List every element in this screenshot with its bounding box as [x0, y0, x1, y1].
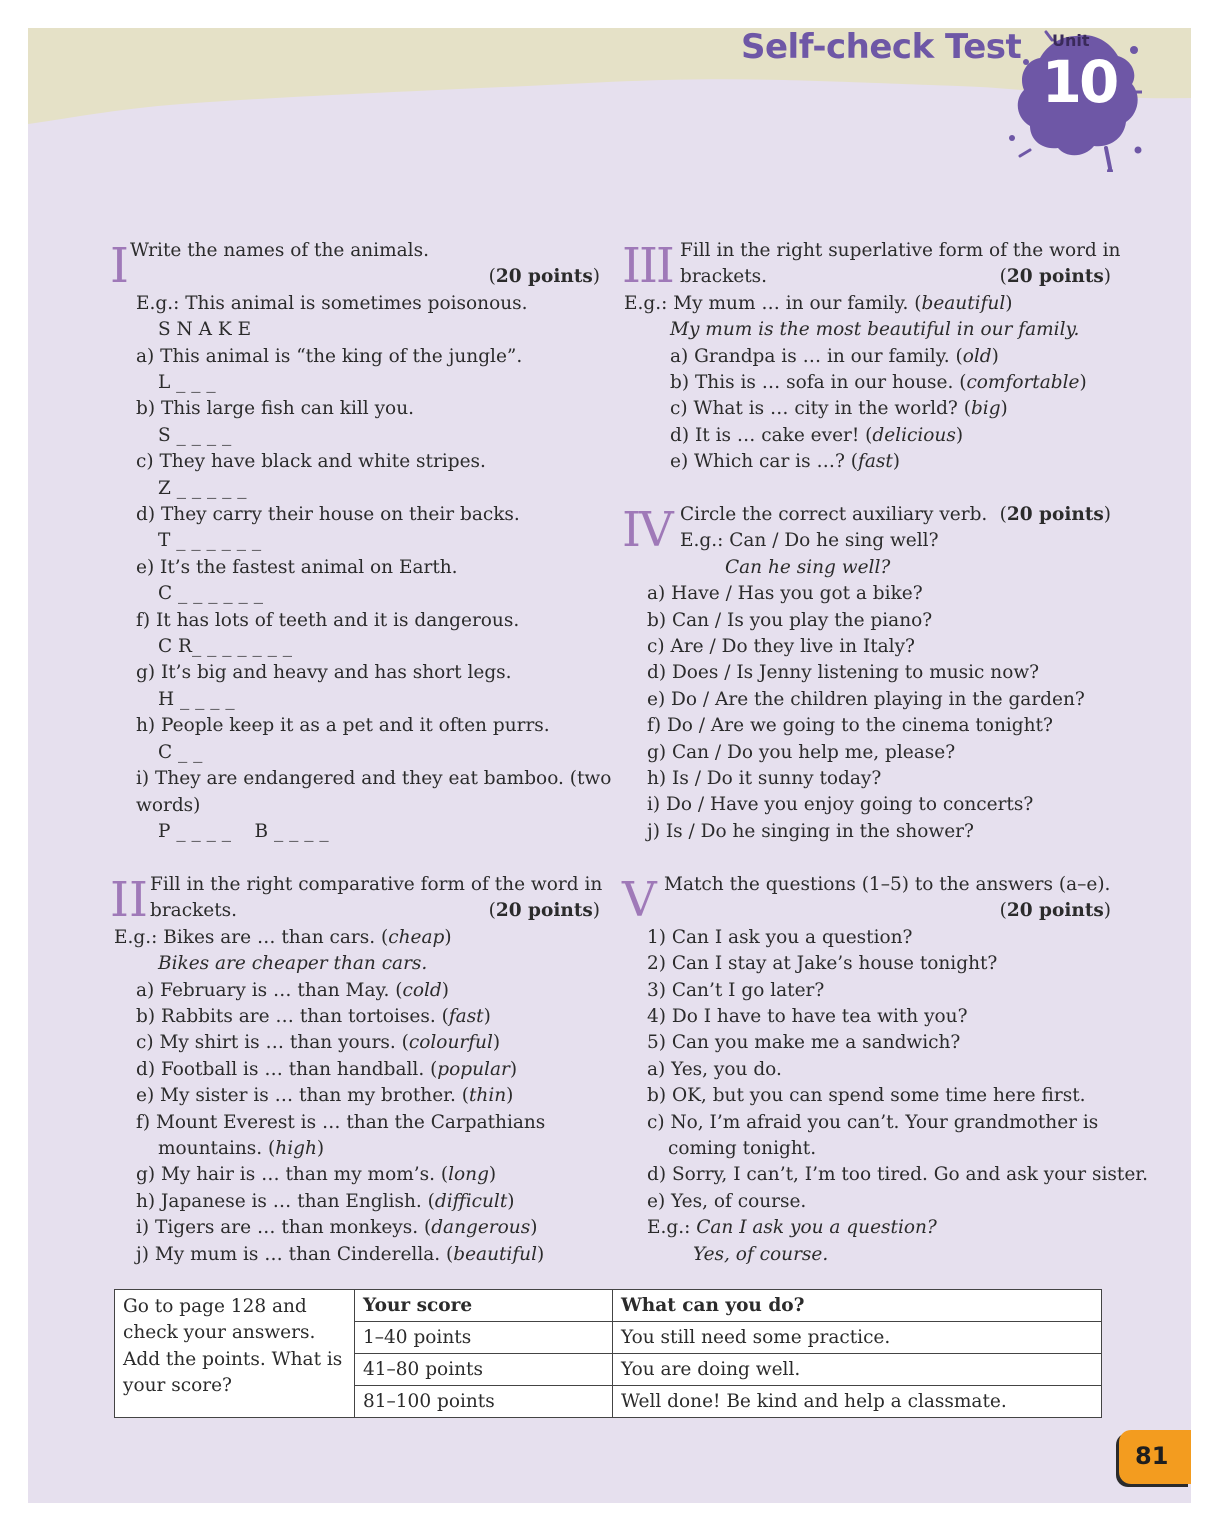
page-title: Self-check Test — [741, 27, 1022, 67]
answer-option-cont: coming tonight. — [668, 1138, 817, 1160]
score-advice: You still need some practice. — [613, 1322, 1102, 1354]
answer-blank[interactable]: C R_ _ _ _ _ _ _ — [158, 636, 292, 658]
item-question: j) My mum is … than Cinderella. (beautiful) — [136, 1243, 545, 1265]
answer-blank[interactable]: L _ _ _ — [158, 372, 216, 394]
item-question[interactable]: c) Are / Do they live in Italy? — [647, 636, 915, 658]
answer-blank[interactable]: C _ _ — [158, 741, 203, 763]
exercise-roman-numeral: III — [622, 238, 673, 294]
score-table — [114, 1289, 1102, 1418]
answer-option: b) OK, but you can spend some time here first. — [647, 1085, 1086, 1107]
item-question[interactable]: g) Can / Do you help me, please? — [647, 741, 956, 763]
answer-blank[interactable]: H _ _ _ _ — [158, 688, 235, 710]
item-question: a) February is … than May. (cold) — [136, 979, 449, 1001]
item-question: a) Grandpa is … in our family. (old) — [670, 345, 999, 367]
item-question: d) They carry their house on their backs. — [136, 504, 520, 526]
item-question: e) My sister is … than my brother. (thin) — [136, 1085, 514, 1107]
score-range: 1–40 points — [355, 1322, 613, 1354]
answer-option: d) Sorry, I can’t, I’m too tired. Go and ask your sister. — [647, 1164, 1148, 1186]
answer-blank[interactable]: Z _ _ _ _ _ — [158, 477, 247, 499]
score-note: Go to page 128 and check your answers. Add the points. What is your score? — [115, 1290, 355, 1418]
exercise-roman-numeral: I — [110, 238, 129, 294]
answer-blank[interactable]: C _ _ _ _ _ _ — [158, 583, 263, 605]
item-question: g) My hair is … than my mom’s. (long) — [136, 1164, 497, 1186]
item-question[interactable]: d) Does / Is Jenny listening to music now? — [647, 662, 1040, 684]
item-question: b) This is … sofa in our house. (comfortable) — [670, 372, 1087, 394]
exercise-points: (20 points) — [999, 266, 1111, 288]
exercise-instruction: Write the names of the animals. — [130, 240, 429, 261]
exercise-instruction: Fill in the right superlative form of the word in — [680, 240, 1121, 261]
example-answer: Bikes are cheaper than cars. — [158, 953, 428, 975]
exercise-instruction-cont: brackets. — [150, 900, 238, 922]
item-question: b) This large fish can kill you. — [136, 398, 414, 420]
answer-option: a) Yes, you do. — [647, 1058, 782, 1080]
exercise-3 — [622, 238, 1121, 476]
example-question: E.g.: My mum … in our family. (beautiful) — [624, 292, 1013, 314]
page-number: 81 — [1135, 1442, 1169, 1470]
item-question: f) Mount Everest is … than the Carpathians — [136, 1111, 546, 1133]
score-range: 81–100 points — [355, 1386, 613, 1418]
item-question: c) My shirt is … than yours. (colourful) — [136, 1032, 501, 1054]
question-item: 1) Can I ask you a question? — [647, 926, 913, 948]
item-question: c) They have black and white stripes. — [136, 451, 486, 473]
exercise-instruction: Fill in the right comparative form of the word in — [150, 874, 603, 895]
item-question: h) Japanese is … than English. (difficult) — [136, 1190, 515, 1212]
question-item: 2) Can I stay at Jake’s house tonight? — [647, 953, 998, 975]
item-question: i) They are endangered and they eat bamboo. (two — [136, 768, 612, 790]
item-question[interactable]: h) Is / Do it sunny today? — [647, 768, 882, 790]
answer-option: c) No, I’m afraid you can’t. Your grandmother is — [647, 1111, 1099, 1133]
item-question[interactable]: j) Is / Do he singing in the shower? — [647, 820, 974, 842]
unit-label: Unit — [1052, 31, 1090, 50]
question-item: 3) Can’t I go later? — [647, 979, 825, 1001]
exercise-points: (20 points) — [488, 900, 600, 922]
example: E.g.: Can I ask you a question? — [647, 1217, 937, 1239]
item-question-cont: words) — [136, 794, 201, 816]
item-question: c) What is … city in the world? (big) — [670, 398, 1008, 420]
example-answer: Yes, of course. — [693, 1243, 829, 1265]
question-item: 4) Do I have to have tea with you? — [647, 1006, 968, 1028]
item-question: e) Which car is …? (fast) — [670, 451, 901, 473]
item-question[interactable]: i) Do / Have you enjoy going to concerts? — [647, 794, 1034, 816]
answer-option: e) Yes, of course. — [647, 1190, 807, 1212]
item-question[interactable]: f) Do / Are we going to the cinema tonight? — [647, 715, 1053, 737]
score-range: 41–80 points — [355, 1354, 613, 1386]
example-question: E.g.: Bikes are … than cars. (cheap) — [114, 926, 452, 948]
item-question: i) Tigers are … than monkeys. (dangerous) — [136, 1217, 538, 1239]
item-question[interactable]: a) Have / Has you got a bike? — [647, 583, 923, 605]
exercise-instruction-cont: brackets. — [680, 266, 768, 288]
score-advice: Well done! Be kind and help a classmate. — [613, 1386, 1102, 1418]
exercise-points: (20 points) — [999, 900, 1111, 922]
item-question: h) People keep it as a pet and it often purrs. — [136, 715, 550, 737]
answer-blank[interactable]: P _ _ _ _ B _ _ _ _ — [158, 820, 329, 842]
exercise-points: (20 points) — [488, 266, 600, 288]
example-question: E.g.: Can / Do he sing well? — [680, 530, 939, 552]
exercise-1 — [110, 238, 612, 845]
example-answer: S N A K E — [158, 319, 252, 341]
item-question-cont: mountains. (high) — [158, 1138, 325, 1160]
score-advice: You are doing well. — [613, 1354, 1102, 1386]
page-number-tab — [1119, 1430, 1191, 1484]
example-answer: Can he sing well? — [725, 556, 891, 578]
example-answer: My mum is the most beautiful in our family. — [670, 319, 1080, 341]
item-question: b) Rabbits are … than tortoises. (fast) — [136, 1006, 491, 1028]
item-question[interactable]: b) Can / Is you play the piano? — [647, 609, 933, 631]
item-question: f) It has lots of teeth and it is dangerous. — [136, 609, 520, 631]
exercise-5 — [622, 872, 1148, 1268]
item-question: d) It is … cake ever! (delicious) — [670, 424, 964, 446]
example-question: E.g.: This animal is sometimes poisonous. — [136, 292, 528, 314]
item-question: e) It’s the fastest animal on Earth. — [136, 556, 458, 578]
exercise-roman-numeral: IV — [622, 502, 672, 558]
exercise-instruction: Circle the correct auxiliary verb. — [680, 504, 988, 525]
exercise-2 — [110, 872, 603, 1268]
exercise-points: (20 points) — [999, 504, 1111, 525]
item-question: d) Football is … than handball. (popular) — [136, 1058, 518, 1080]
score-header: Your score — [355, 1290, 613, 1322]
answer-blank[interactable]: S _ _ _ _ — [158, 424, 232, 446]
exercise-4 — [624, 502, 1111, 845]
exercise-roman-numeral: II — [110, 872, 148, 928]
item-question: a) This animal is “the king of the jungle”. — [136, 345, 523, 367]
exercise-instruction: Match the questions (1–5) to the answers (a–e). — [664, 874, 1111, 895]
advice-header: What can you do? — [613, 1290, 1102, 1322]
item-question: g) It’s big and heavy and has short legs. — [136, 662, 512, 684]
question-item: 5) Can you make me a sandwich? — [647, 1032, 961, 1054]
unit-number: 10 — [1041, 48, 1117, 116]
exercise-roman-numeral: V — [622, 872, 657, 928]
item-question[interactable]: e) Do / Are the children playing in the garden? — [647, 688, 1085, 710]
answer-blank[interactable]: T _ _ _ _ _ _ — [158, 530, 262, 552]
